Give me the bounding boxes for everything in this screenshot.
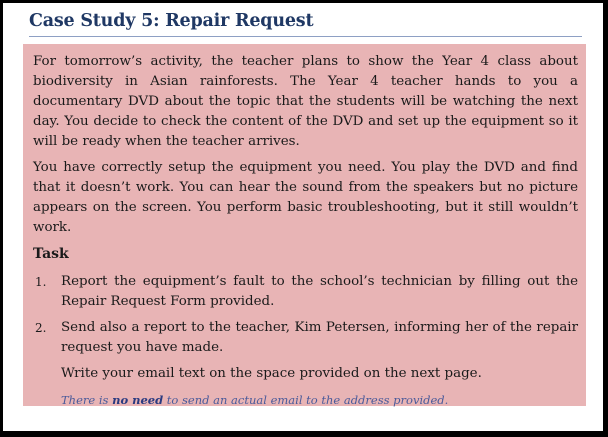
title-divider bbox=[29, 36, 582, 37]
note-prefix: There is bbox=[61, 393, 113, 407]
scenario-paragraph-2: You have correctly setup the equipment you need. You play the DVD and find that it doesn’t work. You can hear the sound from the speakers but no picture appears on the screen. You perform basic troubleshooting, but it still wouldn’t work. bbox=[33, 160, 578, 235]
task-list bbox=[33, 272, 578, 358]
task-text: Send also a report to the teacher, Kim Petersen, informing her of the repair request you have made. bbox=[61, 320, 578, 355]
note-emphasis: no need bbox=[112, 393, 164, 407]
email-note bbox=[33, 390, 578, 410]
email-instruction: Write your email text on the space provided on the next page. bbox=[61, 366, 482, 381]
document-page bbox=[3, 3, 603, 431]
note-suffix: to send an actual email to the address provided. bbox=[163, 393, 449, 407]
page-title: Case Study 5: Repair Request bbox=[29, 11, 314, 31]
case-study-box bbox=[23, 44, 586, 406]
scenario-paragraph-1: For tomorrow’s activity, the teacher plans to show the Year 4 class about biodiversity in Asian rainforests. The Year 4 teacher hands to you a documentary DVD about the topic that the students will be watching the next day. You decide to check the content of the DVD and set up the equipment so it will be ready when the teacher arrives. bbox=[33, 54, 578, 149]
task-item bbox=[33, 272, 578, 312]
task-text: Report the equipment’s fault to the school’s technician by filling out the Repair Request Form provided. bbox=[61, 274, 578, 309]
task-heading: Task bbox=[33, 246, 69, 262]
task-item bbox=[33, 318, 578, 358]
task-number: 1. bbox=[35, 275, 47, 289]
task-number: 2. bbox=[35, 321, 47, 335]
